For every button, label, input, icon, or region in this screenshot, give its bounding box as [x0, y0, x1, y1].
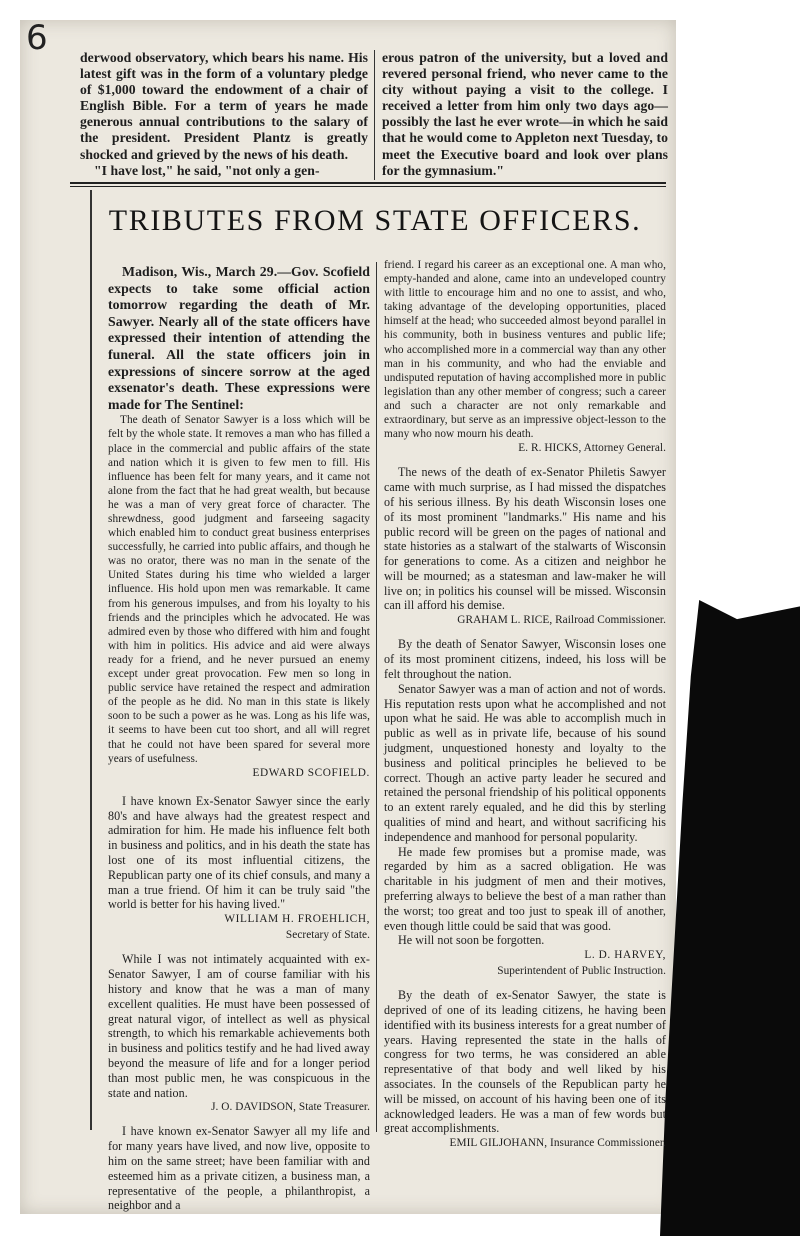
giljohann-tribute: By the death of ex-Senator Sawyer, the state is deprived of one of its leading citizens, he having been identified with its business interests for a great number of years. Having represented the state in the halls of congress for two terms, he was considered an able representative of that body and well liked by his associates. In the counsels of the Republican party he will be missed, on account of his having been one of its acknowledged leaders. He was a man of few words but great accomplishments.: [384, 988, 666, 1136]
hicks-signature: E. R. HICKS, Attorney General.: [518, 442, 666, 455]
harvey-tribute-3: He made few promises but a promise made, was regarded by him as a sacred obligation. He was charitable in his judgment of men and their motives, preferring always to believe the best of a man rather than the worst; too great and too just to speak ill of another, even though little could be said that was good.: [384, 844, 666, 933]
page-number: 6: [26, 18, 48, 58]
section-divider: [70, 182, 666, 184]
column-divider: [376, 262, 377, 1132]
left-column: [108, 264, 370, 1213]
scofield-signature: EDWARD SCOFIELD.: [252, 766, 370, 779]
final-tribute: I have known ex-Senator Sawyer all my life and for many years have lived, and now live, opposite to him on the same street; have been familiar with and esteemed him as a private citizen, a business man, a representative of the people, a philanthropist, a neighbor and a: [108, 1124, 370, 1213]
right-column: [384, 258, 666, 1160]
davidson-signature: J. O. DAVIDSON, State Treasurer.: [211, 1101, 370, 1114]
headline: TRIBUTES FROM STATE OFFICERS.: [108, 204, 642, 237]
top-left-paragraph: "I have lost," he said, "not only a gen-: [94, 162, 320, 178]
hicks-tribute: friend. I regard his career as an exceptional one. A man who, empty-handed and alone, came into an undeveloped country with little to encourage him and no one to assist, and who, taking advantage of the developing opportunities, placed himself at the head; who succeeded almost beyond parallel in his community, both in business ventures and public life; who accomplished more in a commercial way than any other man in his community, and who had the enviable and undisputed reputation of having accomplished more in public legislation than any other member of congress; such a career and such a character are not only remarkable and extraordinary, but serve as an impressive object-lesson to the many who now mourn his death.: [384, 259, 666, 441]
top-column-divider: [374, 50, 375, 180]
top-left-column: [80, 50, 368, 179]
frame-border: [90, 190, 92, 1130]
top-left-paragraph: derwood observatory, which bears his name. His latest gift was in the form of a voluntary pledge of $1,000 toward the endowment of a chair of English Bible. For a term of years he made generous annual contributions to the salary of the president. President Plantz is greatly shocked and grieved by the news of his death.: [80, 50, 368, 162]
lede-paragraph: Madison, Wis., March 29.—Gov. Scofield expects to take some official action tomorrow regarding the death of Mr. Sawyer. Nearly all of the state officers have expressed their intention of attending the funeral. All the state officers join in expressions of sincere sorrow at the aged exsenator's death. These expressions were made for The Sentinel:: [108, 264, 370, 412]
harvey-signature: L. D. HARVEY,: [584, 949, 666, 962]
scofield-tribute: The death of Senator Sawyer is a loss which will be felt by the whole state. It removes a man who has filled a place in the commercial and public affairs of the state and nation which it is given to few men to fill. His influence has been felt for many years, and it came not alone from the fact that he had great wealth, but because he was a man of very great force of character. The shrewdness, good judgment and farseeing sagacity which enabled him to conduct great business enterprises successfully, he carried into public affairs, and though he was no orator, there was no man in the senate of the United States during his time who wielded a larger influence. His hold upon men was remarkable. It came from his generous impulses, and from his loyalty to his friends and the principles which he advocated. He was admired even by those who differed with him and fought with him in politics. His advice and aid were always ready for a friend, and he never pursued an enemy except under great provocation. Few men so long in public service have retained the respect and admiration of the people as he did. No man in this state is likely soon to be such a power as he was. Long as his life was, it seems to have been cut too short, and all will regret that he could not have been spared for several more years of usefulness.: [108, 414, 370, 765]
harvey-tribute-4: He will not soon be forgotten.: [398, 933, 545, 948]
harvey-tribute-2: Senator Sawyer was a man of action and not of words. His reputation rests upon what he accomplished and not upon what he said. He was able to accomplish much in public as well as in private life, because of his sound judgment, unquestioned honesty and loyalty to the business and political principles he believed to be correct. Though an active party leader he secured and retained the personal friendship of his political opponents to an extent rarely equaled, and he did this by sterling qualities of mind and heart, and without sacrificing his independence and manhood for personal popularity.: [384, 681, 666, 844]
rice-tribute: The news of the death of ex-Senator Philetis Sawyer came with much surprise, as I had missed the dispatches of his serious illness. By his death Wisconsin loses one of its most prominent "landmarks." His name and his public record will be green on the pages of national and state histories as a stalwart of the stalwarts of Wisconsin for generations to come. As a citizen and neighbor he will be mourned; as a statesman and law-maker he will live on; in politics his counsel will be missed. Wisconsin can ill afford his demise.: [384, 465, 666, 613]
section-divider: [70, 186, 666, 187]
froehlich-title: Secretary of State.: [285, 929, 370, 942]
rice-signature: GRAHAM L. RICE, Railroad Commissioner.: [457, 614, 666, 627]
harvey-tribute-1: By the death of Senator Sawyer, Wisconsin loses one of its most prominent citizens, indeed, his loss will be felt throughout the nation.: [384, 637, 666, 681]
froehlich-tribute: I have known Ex-Senator Sawyer since the early 80's and have always had the greatest respect and admiration for him. He made his influence felt both in business and politics, and in his death the state has lost one of its most influential citizens, the Republican party one of its chief consuls, and many a man a true friend. Of him it can be truly said "the world is better for his having lived.": [108, 793, 370, 912]
harvey-title: Superintendent of Public Instruction.: [497, 965, 666, 978]
giljohann-signature: EMIL GILJOHANN, Insurance Commissioner.: [449, 1137, 666, 1150]
froehlich-signature: WILLIAM H. FROEHLICH,: [224, 913, 370, 926]
top-right-paragraph: erous patron of the university, but a loved and revered personal friend, who never came to the city without paying a visit to the college. I received a letter from him only two days ago—possibly the last he ever wrote—in which he said that he would come to Appleton next Tuesday, to meet the Executive board and look over plans for the gymnasium.": [382, 50, 668, 178]
davidson-tribute: While I was not intimately acquainted with ex-Senator Sawyer, I am of course familiar with his history and know that he was a man of many excellent qualities. He must have been possessed of great natural vigor, of intellect as well as physical strength, to which his remarkable achievements both in business and politics testify and he had lived away beyond the measure of life and for a longer period than most public men, he was conspicuous in the state and nation.: [108, 952, 370, 1100]
top-right-column: [382, 50, 668, 179]
